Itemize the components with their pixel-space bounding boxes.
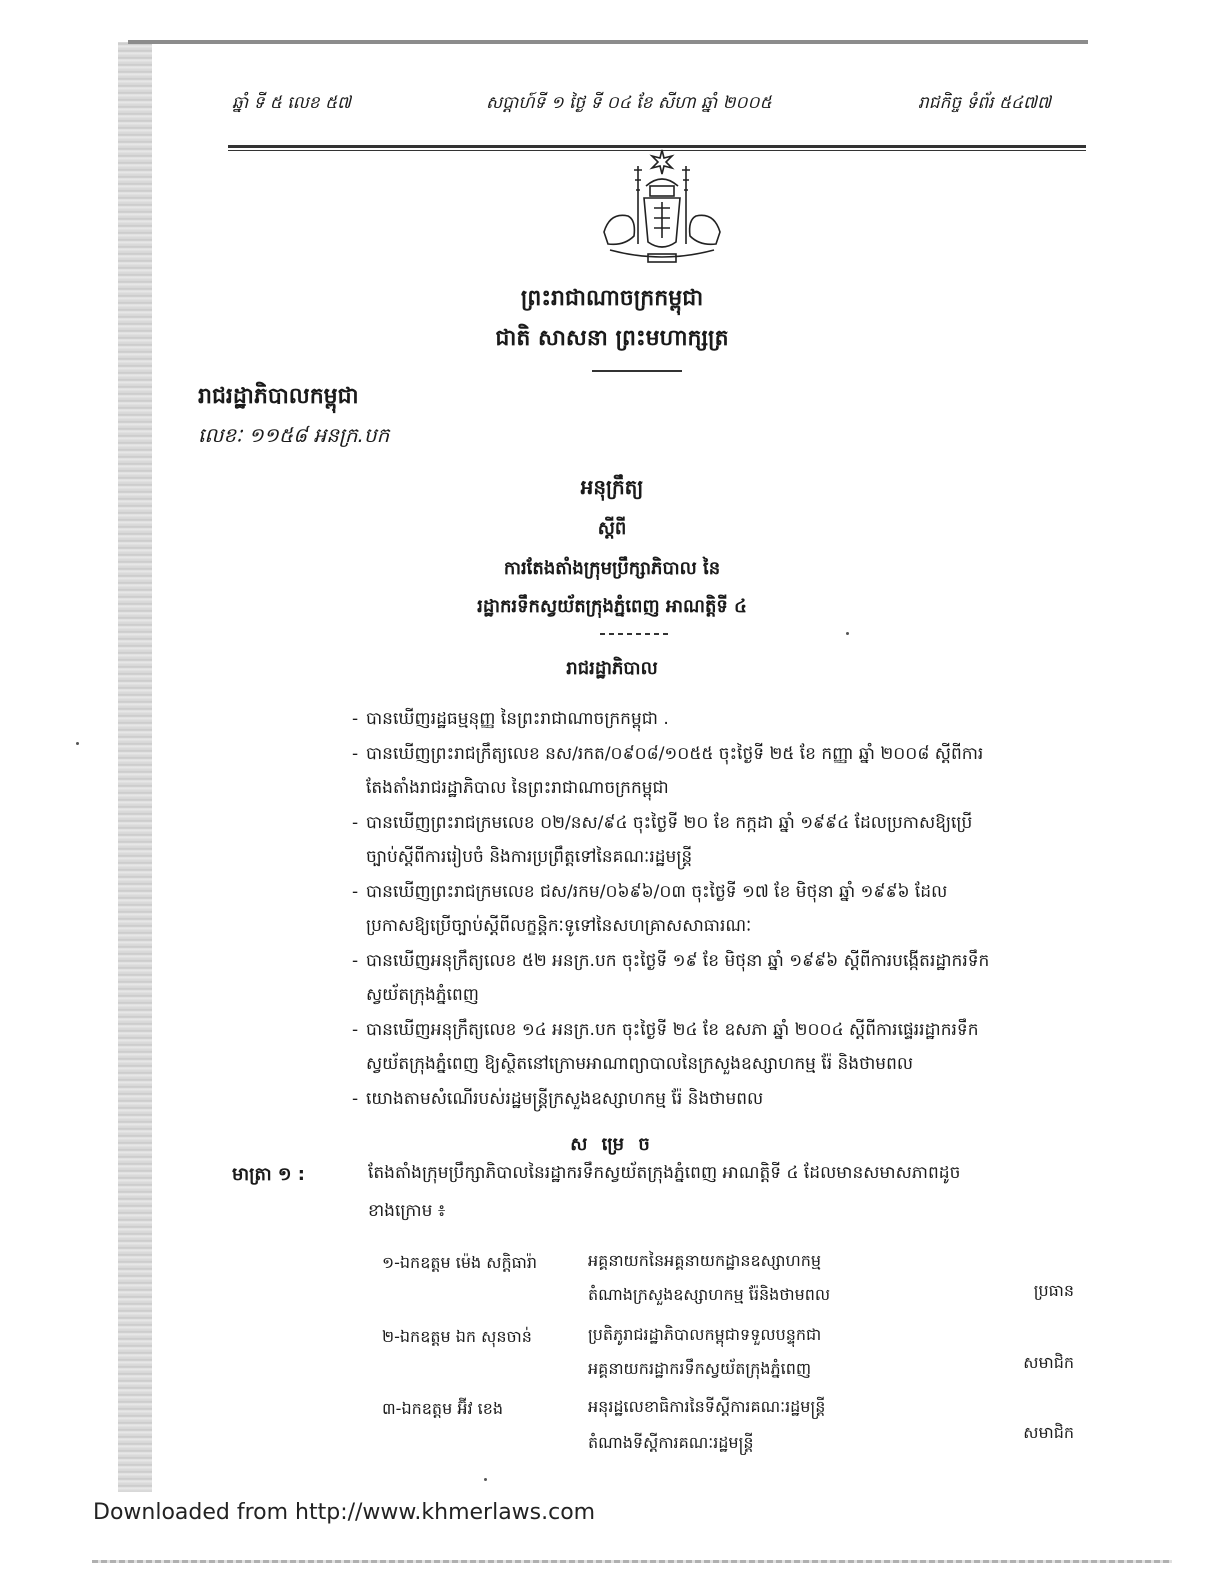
member-3-name: ៣-ឯកឧត្តម អ៊ីវ ខេង: [382, 1399, 504, 1418]
member-1-role: ប្រធាន: [1033, 1281, 1074, 1300]
royal-emblem-icon: [594, 146, 730, 268]
preamble-list: [352, 702, 1082, 1116]
member-1-name: ១-ឯកឧត្តម ម៉េង សក្តិធារ៉ា: [382, 1253, 538, 1272]
preamble-item-cont: ច្បាប់ស្តីពីការរៀបចំ និងការប្រព្រឹត្តទៅនៃគណៈរដ្ឋមន្ត្រី: [366, 847, 693, 867]
gazette-date: សប្តាហ៍ទី ១ ថ្ងៃ ទី ០៤ ខែ សីហា ឆ្នាំ ២០០៥: [486, 93, 772, 113]
member-2-name: ២-ឯកឧត្តម ឯក សុនចាន់: [382, 1327, 532, 1346]
member-1-represents: តំណាងក្រសួងឧស្សាហកម្ម រ៉ែនិងថាមពល: [588, 1285, 831, 1304]
preamble-item: - បានឃើញអនុក្រឹត្យលេខ ៥២ អនក្រ.បក ចុះថ្ងៃទី ១៩ ខែ មិថុនា ឆ្នាំ ១៩៩៦ ស្តីពីការបង្កើតរដ្ឋាករទឹក: [352, 944, 1082, 979]
title-divider: [600, 633, 670, 635]
document-type: អនុក្រឹត្យ: [580, 475, 644, 499]
preamble-item: - បានឃើញព្រះរាជក្រមលេខ ០២/នស/៩៤ ចុះថ្ងៃទី ២០ ខែ កក្កដា ឆ្នាំ ១៩៩៤ ដែលប្រកាសឱ្យប្រើ: [352, 806, 1082, 841]
kingdom-motto: ជាតិ សាសនា ព្រះមហាក្សត្រ: [495, 326, 729, 351]
article-1-label: មាត្រា ១ :: [232, 1164, 305, 1185]
scan-edge-bottom: [92, 1560, 1172, 1563]
download-source-footer: Downloaded from http://www.khmerlaws.com: [93, 1500, 596, 1525]
preamble-item-cont: ស្វយ័តក្រុងភ្នំពេញ ឱ្យស្ថិតនៅក្រោមអាណាព្យាបាលនៃក្រសួងឧស្សាហកម្ម រ៉ែ និងថាមពល: [366, 1054, 914, 1074]
decision-heading: ស ម្រេ ច: [570, 1134, 654, 1155]
member-2-role: សមាជិក: [1023, 1353, 1074, 1372]
member-3-role: សមាជិក: [1023, 1423, 1074, 1442]
kingdom-name: ព្រះរាជាណាចក្រកម្ពុជា: [520, 286, 704, 311]
scan-edge-top: [128, 40, 1088, 44]
article-1-text: តែងតាំងក្រុមប្រឹក្សាភិបាលនៃរដ្ឋាករទឹកស្វយ័តក្រុងភ្នំពេញ អាណត្តិទី ៤ ដែលមានសមាសភាពដូច: [368, 1163, 961, 1183]
document-about: ស្តីពី: [597, 518, 627, 539]
issuer-name: រាជរដ្ឋាភិបាលកម្ពុជា: [198, 384, 359, 409]
preamble-item: - បានឃើញរដ្ឋធម្មនុញ្ញ នៃព្រះរាជាណាចក្រកម្ពុជា .: [352, 702, 1082, 737]
government-heading: រាជរដ្ឋាភិបាល: [566, 658, 658, 679]
preamble-item: - បានឃើញព្រះរាជក្រមលេខ ជស/រកម/០៦៩៦/០៣ ចុះថ្ងៃទី ១៧ ខែ មិថុនា ឆ្នាំ ១៩៩៦ ដែល: [352, 875, 1082, 910]
member-1-position: អគ្គនាយកនៃអគ្គនាយកដ្ឋានឧស្សាហកម្ម: [588, 1251, 822, 1270]
preamble-item: - បានឃើញអនុក្រឹត្យលេខ ១៤ អនក្រ.បក ចុះថ្ងៃទី ២៤ ខែ ឧសភា ឆ្នាំ ២០០៤ ស្តីពីការផ្ទេររដ្ឋាករទឹក: [352, 1013, 1082, 1048]
article-1-text-cont: ខាងក្រោម ៖: [368, 1201, 446, 1221]
preamble-item: - បានឃើញព្រះរាជក្រឹត្យលេខ នស/រកត/០៩០៨/១០៥៥ ចុះថ្ងៃទី ២៥ ខែ កញ្ញា ឆ្នាំ ២០០៨ ស្តីពីការ: [352, 737, 1082, 772]
gazette-year-issue: ឆ្នាំ ទី ៥ លេខ ៥៧: [232, 93, 351, 113]
scan-speck: [846, 632, 849, 635]
preamble-item-cont: ស្វយ័តក្រុងភ្នំពេញ: [366, 985, 479, 1005]
member-3-represents: តំណាងទីស្តីការគណៈរដ្ឋមន្ត្រី: [588, 1433, 754, 1452]
motto-divider: [592, 370, 682, 372]
member-3-position: អនុរដ្ឋលេខាធិការនៃទីស្តីការគណៈរដ្ឋមន្ត្រី: [588, 1397, 826, 1416]
member-2-represents: អគ្គនាយករដ្ឋាករទឹកស្វយ័តក្រុងភ្នំពេញ: [588, 1359, 812, 1378]
document-subject-line2: រដ្ឋាករទឹកស្វយ័តក្រុងភ្នំពេញ អាណត្តិទី ៤: [477, 596, 747, 617]
preamble-item: - យោងតាមសំណើរបស់រដ្ឋមន្ត្រីក្រសួងឧស្សាហកម្ម រ៉ែ និងថាមពល: [352, 1082, 1082, 1117]
document-number: លេខៈ ១១៥៨ អនក្រ.បក: [198, 423, 390, 447]
scan-speck: [484, 1478, 487, 1481]
preamble-item-cont: ប្រកាសឱ្យប្រើច្បាប់ស្តីពីលក្ខន្តិកៈទូទៅនៃសហគ្រាសសាធារណៈ: [366, 916, 752, 936]
document-subject-line1: ការតែងតាំងក្រុមប្រឹក្សាភិបាល នៃ: [503, 558, 721, 579]
gazette-page: រាជកិច្ច ទំព័រ ៥៤៧៧: [918, 93, 1051, 113]
member-2-position: ប្រតិភូរាជរដ្ឋាភិបាលកម្ពុជាទទួលបន្ទុកជា: [588, 1325, 822, 1344]
scan-shadow-left: [118, 42, 152, 1492]
preamble-item-cont: តែងតាំងរាជរដ្ឋាភិបាល នៃព្រះរាជាណាចក្រកម្ពុជា: [366, 778, 669, 798]
scan-speck: [76, 742, 79, 745]
